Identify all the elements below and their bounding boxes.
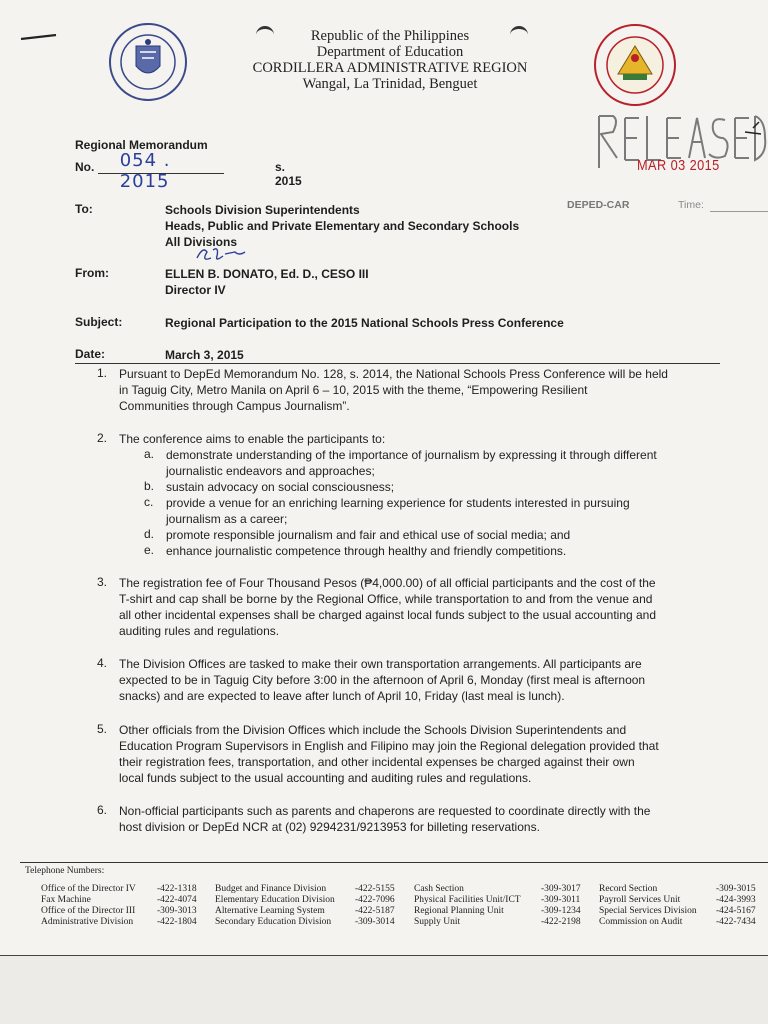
subject-label: Subject: [75, 315, 123, 329]
footer-col-1-names [41, 884, 151, 928]
memo-series: s. 2015 [275, 160, 302, 188]
header-divider [75, 363, 720, 364]
footer-office-name: Elementary Education Division [215, 895, 335, 905]
footer-phone: -422-5187 [355, 906, 395, 916]
paragraph-line: Communities through Campus Journalism”. [119, 399, 350, 413]
list-item-line: enhance journalistic competence through healthy and friendly competitions. [166, 544, 567, 558]
footer-divider [20, 862, 768, 863]
paragraph-number: 2. [97, 431, 108, 445]
footer-col-3-names [414, 884, 539, 928]
paragraph-number: 3. [97, 575, 108, 589]
paragraph-line: The registration fee of Four Thousand Pesos (₱4,000.00) of all official participants and the cost of the [119, 576, 656, 590]
footer-phone: -422-2198 [541, 917, 581, 927]
list-item [166, 479, 720, 495]
paragraph-line: Other officials from the Division Offices which include the Schools Division Superintendents and [119, 723, 627, 737]
footer-office-name: Secondary Education Division [215, 917, 332, 927]
to-label: To: [75, 202, 93, 216]
footer-phone: -422-5155 [355, 884, 395, 894]
footer-phone: -422-1318 [157, 884, 197, 894]
footer-phone: -309-1234 [541, 906, 581, 916]
to-recipient-line: Schools Division Superintendents [165, 203, 360, 217]
footer-col-2-names [215, 884, 350, 928]
footer-office-name: Alternative Learning System [215, 906, 325, 916]
paragraph-line: their registration fees, transportation, and other incidental expenses be charged against their own [119, 755, 635, 769]
list-item-line: provide a venue for an enriching learning experience for students interested in pursuing [166, 496, 630, 510]
footer-office-name: Regional Planning Unit [414, 906, 504, 916]
letterhead-republic: Republic of the Philippines [310, 28, 470, 44]
footer-office-name: Special Services Division [599, 906, 697, 916]
footer-phone: -309-3013 [157, 906, 197, 916]
paragraph-1 [119, 366, 720, 414]
paragraph-line: Non-official participants such as parents and chaperons are requested to coordinate directly with the [119, 804, 651, 818]
footer-col-4-numbers [716, 884, 766, 928]
list-item [166, 495, 720, 527]
paragraph-line: host division or DepEd NCR at (02) 9294231/9213953 for billeting reservations. [119, 820, 540, 834]
footer-phone: -422-4074 [157, 895, 197, 905]
paragraph-line: in Taguig City, Metro Manila on April 6 – 10, 2015 with the theme, “Empowering Resilient [119, 383, 588, 397]
paragraph-5 [119, 722, 720, 786]
to-recipient-line: Heads, Public and Private Elementary and Secondary Schools [165, 219, 520, 233]
stamp-office: DEPED-CAR [567, 199, 630, 211]
list-item-line: journalism as a career; [166, 512, 288, 526]
scan-bottom-edge [0, 955, 768, 1024]
paragraph-number: 4. [97, 656, 108, 670]
footer-office-name: Fax Machine [41, 895, 91, 905]
footer-phone: -422-7096 [355, 895, 395, 905]
list-letter: b. [144, 479, 155, 493]
footer-title: Telephone Numbers: [25, 866, 105, 876]
deped-car-seal-right-icon [588, 22, 682, 108]
list-item [166, 447, 720, 479]
paragraph-line: expected to be in Taguig City before 3:00 in the afternoon of April 6, Monday (first meal is afternoon [119, 673, 646, 687]
footer-phone: -309-3017 [541, 884, 581, 894]
paragraph-number: 1. [97, 366, 108, 380]
paragraph-number: 5. [97, 722, 108, 736]
paragraph-line: Pursuant to DepEd Memorandum No. 128, s. 2014, the National Schools Press Conference will be held [119, 367, 668, 381]
footer-phone: -424-5167 [716, 906, 756, 916]
footer-office-name: Supply Unit [414, 917, 461, 927]
list-item-line: journalistic endeavors and approaches; [166, 464, 375, 478]
paragraph-line: auditing rules and regulations. [119, 624, 280, 638]
footer-office-name: Office of the Director III [41, 906, 136, 916]
footer-col-2-numbers [355, 884, 405, 928]
list-item-line: promote responsible journalism and fair and ethical use of social media; and [166, 528, 571, 542]
footer-phone: -309-3014 [355, 917, 395, 927]
footer-phone: -422-7434 [716, 917, 756, 927]
list-letter: e. [144, 543, 155, 557]
deped-seal-left-icon [100, 22, 196, 102]
footer-office-name: Budget and Finance Division [215, 884, 327, 894]
letterhead-region: CORDILLERA ADMINISTRATIVE REGION [252, 60, 528, 76]
list-item [166, 527, 720, 543]
paragraph-number: 6. [97, 803, 108, 817]
letterhead-address: Wangal, La Trinidad, Benguet [302, 76, 478, 92]
date-label: Date: [75, 347, 106, 361]
to-recipients [165, 202, 519, 250]
letterhead [190, 28, 590, 92]
released-stamp-icon [595, 108, 767, 186]
paragraph-line: local funds subject to the usual accounting and auditing rules and regulations. [119, 771, 532, 785]
subject-text: Regional Participation to the 2015 National Schools Press Conference [165, 316, 564, 330]
footer-phone: -309-3015 [716, 884, 756, 894]
from-title: Director IV [165, 283, 226, 297]
footer-phone: -422-1804 [157, 917, 197, 927]
paragraph-3 [119, 575, 720, 639]
date-text: March 3, 2015 [165, 348, 244, 362]
memo-no-label: No. [75, 160, 95, 174]
list-item [166, 543, 720, 559]
memo-number-row [75, 150, 302, 192]
list-letter: d. [144, 527, 155, 541]
memo-type-label: Regional Memorandum [75, 138, 208, 152]
memo-number-line [98, 150, 224, 192]
from-label: From: [75, 266, 109, 280]
footer-col-3-numbers [541, 884, 591, 928]
stamp-time-label: Time: [678, 199, 704, 211]
footer-office-name: Cash Section [414, 884, 464, 894]
handwritten-initials [195, 244, 255, 264]
paragraph-4 [119, 656, 720, 704]
to-recipient-line: All Divisions [165, 235, 238, 249]
paragraph-2-intro: The conference aims to enable the participants to: [119, 432, 386, 446]
paragraph-6 [119, 803, 720, 835]
paragraph-line: Education Program Supervisors in English and Filipino may join the Regional delegation provided that [119, 739, 659, 753]
paragraph-line: T-shirt and cap shall be borne by the Regional Office, while transportation to and from the venue and [119, 592, 653, 606]
footer-office-name: Record Section [599, 884, 658, 894]
footer-col-4-names [599, 884, 714, 928]
list-item-line: sustain advocacy on social consciousness; [166, 480, 395, 494]
letterhead-department: Department of Education [316, 44, 464, 60]
footer-office-name: Commission on Audit [599, 917, 683, 927]
footer-office-name: Physical Facilities Unit/ICT [414, 895, 521, 905]
footer-office-name: Payroll Services Unit [599, 895, 681, 905]
stamp-date: MAR 03 2015 [637, 157, 720, 174]
list-letter: a. [144, 447, 155, 461]
footer-office-name: Administrative Division [41, 917, 134, 927]
memo-number-handwritten: 054 . 2015 [119, 150, 171, 192]
from-name: ELLEN B. DONATO, Ed. D., CESO III [165, 267, 369, 281]
list-letter: c. [144, 495, 154, 509]
paragraph-line: snacks) and are expected to leave after lunch of April 10, Friday (last meal is lunch). [119, 689, 565, 703]
footer-office-name: Office of the Director IV [41, 884, 136, 894]
footer-phone: -309-3011 [541, 895, 581, 905]
from-sender [165, 266, 369, 298]
pen-stroke-mark [20, 34, 58, 40]
list-item-line: demonstrate understanding of the importance of journalism by expressing it through different [166, 448, 657, 462]
footer-col-1-numbers [157, 884, 207, 928]
stamp-time-line [710, 211, 768, 212]
footer-phone: -424-3993 [716, 895, 756, 905]
paragraph-line: The Division Offices are tasked to make their own transportation arrangements. All participants are [119, 657, 642, 671]
paragraph-line: all other incidental expenses shall be charged against local funds subject to the usual accounting and [119, 608, 657, 622]
